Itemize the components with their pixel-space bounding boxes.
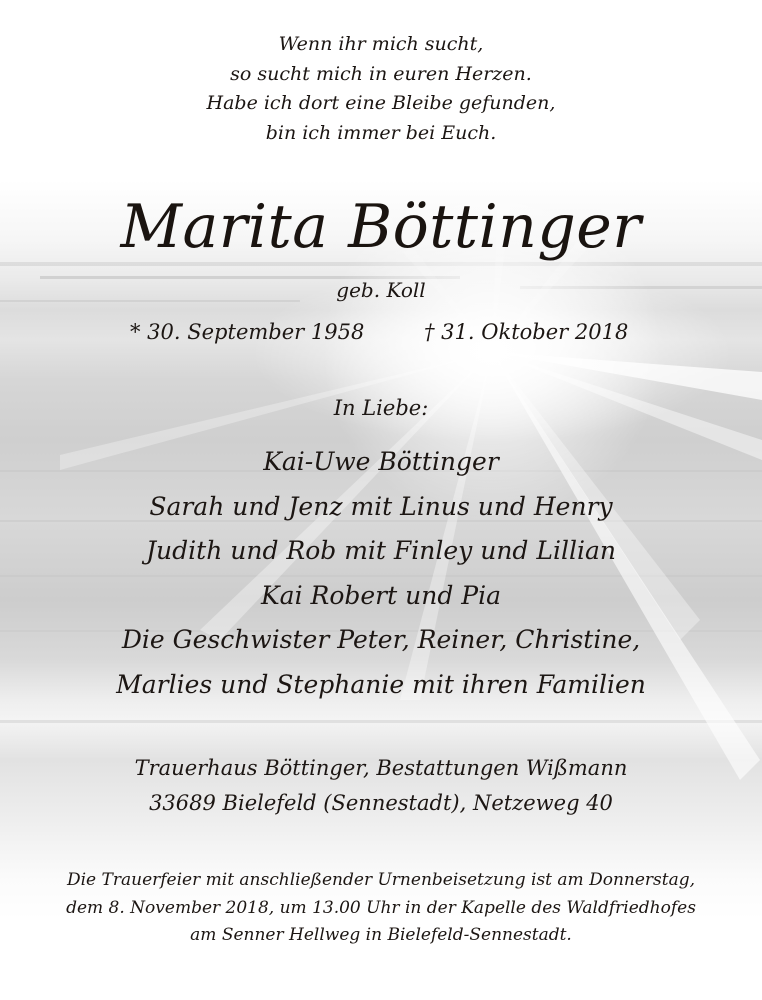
memorial-poem [0, 30, 762, 148]
birth-date: * 30. September 1958 [130, 320, 365, 344]
life-dates [0, 316, 762, 348]
ceremony-details [0, 867, 762, 950]
mourner-line: Kai-Uwe Böttinger [263, 447, 499, 476]
deceased-name: Marita Böttinger [120, 192, 642, 262]
maiden-name: geb. Koll [336, 278, 426, 302]
ceremony-line: dem 8. November 2018, um 13.00 Uhr in der Kapelle des Waldfriedhofes [66, 897, 696, 918]
poem-line: Habe ich dort eine Bleibe gefunden, [206, 92, 556, 114]
mourner-line: Marlies und Stephanie mit ihren Familien [116, 669, 646, 699]
mourners-list [0, 440, 762, 707]
poem-line: so sucht mich in euren Herzen. [230, 62, 532, 85]
mourner-line: Judith und Rob mit Finley und Lillian [146, 536, 616, 565]
mourner-line: Die Geschwister Peter, Reiner, Christine, [121, 625, 641, 654]
funeral-home-line: Trauerhaus Böttinger, Bestattungen Wißmann [134, 756, 628, 780]
ceremony-line: am Senner Hellweg in Bielefeld-Sennestadt. [190, 925, 572, 945]
poem-line: bin ich immer bei Euch. [265, 121, 497, 144]
mourner-line: Kai Robert und Pia [260, 580, 501, 610]
poem-line: Wenn ihr mich sucht, [278, 33, 484, 55]
funeral-home-line: 33689 Bielefeld (Sennestadt), Netzeweg 40 [149, 791, 613, 815]
mourners-heading: In Liebe: [333, 396, 429, 420]
ceremony-line: Die Trauerfeier mit anschließender Urnenbeisetzung ist am Donnerstag, [66, 870, 696, 890]
death-date: † 31. Oktober 2018 [424, 320, 629, 344]
funeral-home-address [0, 751, 762, 821]
mourner-line: Sarah und Jenz mit Linus und Henry [149, 491, 613, 521]
